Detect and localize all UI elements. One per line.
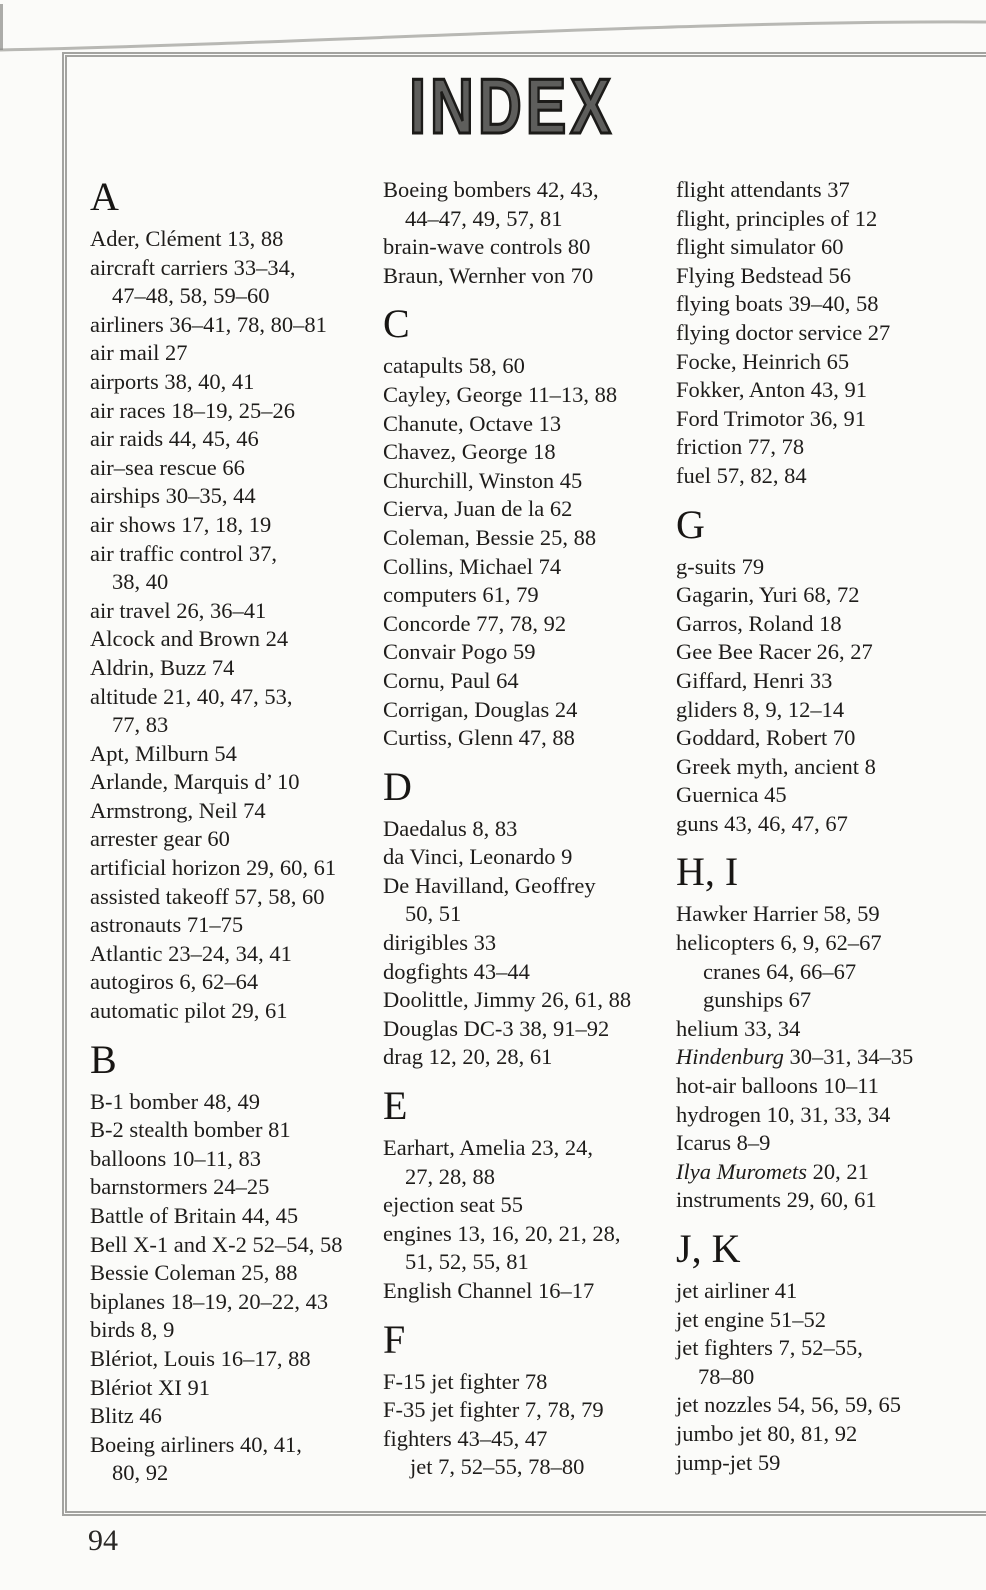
index-entry: Convair Pogo 59 [383,639,536,665]
index-entry: Apt, Milburn 54 [90,740,237,766]
index-entry: Blitz 46 [90,1403,162,1429]
index-entry: B-2 stealth bomber 81 [90,1117,291,1143]
index-entry: Fokker, Anton 43, 91 [676,377,867,403]
italic-term: Hindenburg [676,1044,784,1070]
index-entry: flying boats 39–40, 58 [676,291,879,317]
index-entry: hot-air balloons 10–11 [676,1073,879,1099]
index-entry: gunships 67 [703,987,812,1013]
index-entry: engines 13, 16, 20, 21, 28, 51, 52, 55, 81 [383,1220,676,1277]
index-entry: Flying Bedstead 56 [676,262,851,288]
index-entry: da Vinci, Leonardo 9 [383,844,573,870]
index-entry: air traffic control 37, 38, 40 [90,540,383,597]
index-entry: jumbo jet 80, 81, 92 [676,1420,858,1446]
index-entry: Ford Trimotor 36, 91 [676,405,867,431]
index-entry: jet fighters 7, 52–55, 78–80 [676,1334,969,1391]
index-entry: Garros, Roland 18 [676,610,842,636]
index-entry: artificial horizon 29, 60, 61 [90,855,337,881]
index-entry: Aldrin, Buzz 74 [90,654,235,680]
index-entry: autogiros 6, 62–64 [90,969,259,995]
entry-continuation: 78–80 [698,1363,755,1389]
index-entry: Daedalus 8, 83 [383,815,518,841]
index-entry: air shows 17, 18, 19 [90,511,272,537]
index-entry: Alcock and Brown 24 [90,626,289,652]
index-entry: gliders 8, 9, 12–14 [676,696,845,722]
index-entry: flight, principles of 12 [676,205,878,231]
index-columns [90,176,970,1488]
entry-continuation: 38, 40 [112,569,169,595]
index-entry: Bell X-1 and X-2 52–54, 58 [90,1231,343,1257]
index-entry: English Channel 16–17 [383,1278,595,1303]
index-entry: Douglas DC-3 38, 91–92 [383,1015,610,1041]
entry-continuation: 50, 51 [405,901,462,927]
index-entry: Giffard, Henri 33 [676,667,833,693]
italic-term: Ilya Muromets [676,1158,808,1184]
index-entry: Corrigan, Douglas 24 [383,696,578,722]
scan-edge-artifact [0,4,3,50]
entry-continuation: 44–47, 49, 57, 81 [405,205,563,231]
index-entry: flying doctor service 27 [676,319,891,345]
index-entry: Battle of Britain 44, 45 [90,1203,299,1228]
index-entry: air races 18–19, 25–26 [90,397,295,423]
index-entry: flight attendants 37 [676,177,850,202]
index-entry: Boeing bombers 42, 43, 44–47, 49, 57, 81 [383,176,676,233]
index-entry: arrester gear 60 [90,826,230,852]
index-entry: Coleman, Bessie 25, 88 [383,524,597,550]
index-entry: jet nozzles 54, 56, 59, 65 [676,1392,901,1418]
index-entry: Gee Bee Racer 26, 27 [676,639,873,665]
index-entry: guns 43, 46, 47, 67 [676,810,848,836]
index-entry: barnstormers 24–25 [90,1174,270,1200]
index-entry: De Havilland, Geoffrey 50, 51 [383,872,676,929]
index-entry: Boeing airliners 40, 41, 80, 92 [90,1431,383,1488]
index-entry: Cierva, Juan de la 62 [383,496,573,522]
index-entry: Curtiss, Glenn 47, 88 [383,725,575,751]
section-letter: B [90,1036,117,1082]
section-letter: E [383,1083,408,1129]
index-entry: Icarus 8–9 [676,1130,771,1156]
index-entry: Hawker Harrier 58, 59 [676,901,880,927]
index-entry: g-suits 79 [676,553,765,579]
index-entry: instruments 29, 60, 61 [676,1187,877,1213]
index-entry: jump-jet 59 [676,1449,781,1475]
index-entry: Churchill, Winston 45 [383,467,583,493]
entry-continuation: 77, 83 [112,712,169,738]
section-letter: C [383,301,410,347]
index-entry: balloons 10–11, 83 [90,1145,262,1171]
index-entry: Blériot XI 91 [90,1374,210,1400]
index-entry: Guernica 45 [676,782,787,808]
section-letter: F [383,1316,406,1362]
index-entry: assisted takeoff 57, 58, 60 [90,883,325,909]
entry-continuation: 47–48, 58, 59–60 [112,283,270,309]
index-entry: flight simulator 60 [676,234,844,260]
index-entry: Gagarin, Yuri 68, 72 [676,582,860,608]
index-column-1 [90,176,383,1488]
index-column-3 [676,176,969,1488]
index-entry: dogfights 43–44 [383,958,530,984]
index-entry: Chanute, Octave 13 [383,410,562,436]
index-entry: Braun, Wernher von 70 [383,262,594,288]
index-entry: dirigibles 33 [383,930,497,956]
index-entry: air raids 44, 45, 46 [90,426,259,452]
index-entry: jet airliner 41 [676,1278,798,1303]
index-entry: fuel 57, 82, 84 [676,462,807,488]
index-entry: Ilya Muromets 20, 21 [676,1158,869,1184]
index-entry: Doolittle, Jimmy 26, 61, 88 [383,987,632,1013]
section-letter: G [676,501,705,547]
index-entry: fighters 43–45, 47 [383,1425,548,1451]
index-entry: computers 61, 79 [383,582,539,608]
index-entry: Ader, Clément 13, 88 [90,226,284,251]
entry-continuation: 80, 92 [112,1460,169,1486]
index-entry: altitude 21, 40, 47, 53, 77, 83 [90,683,383,740]
index-entry: Collins, Michael 74 [383,553,562,579]
index-entry: F-35 jet fighter 7, 78, 79 [383,1397,604,1423]
index-entry: biplanes 18–19, 20–22, 43 [90,1288,329,1314]
index-entry: cranes 64, 66–67 [703,958,857,984]
index-entry: helicopters 6, 9, 62–67 [676,930,882,956]
section-letter: A [90,174,119,219]
index-entry: brain-wave controls 80 [383,234,591,260]
index-entry: F-15 jet fighter 78 [383,1368,548,1394]
index-entry: Arlande, Marquis d’ 10 [90,769,300,795]
index-title: INDEX [409,63,615,151]
index-entry: birds 8, 9 [90,1317,175,1343]
index-entry: Cornu, Paul 64 [383,667,519,693]
index-entry: airliners 36–41, 78, 80–81 [90,311,327,337]
index-entry: Chavez, George 18 [383,439,556,465]
index-column-2 [383,176,676,1488]
section-letter: D [383,763,412,809]
index-entry: airships 30–35, 44 [90,483,256,509]
index-entry: Atlantic 23–24, 34, 41 [90,940,292,966]
index-entry: Earhart, Amelia 23, 24, 27, 28, 88 [383,1134,676,1191]
index-entry: drag 12, 20, 28, 61 [383,1044,553,1070]
index-entry: air travel 26, 36–41 [90,597,267,623]
index-entry: Concorde 77, 78, 92 [383,610,567,636]
index-entry: Bessie Coleman 25, 88 [90,1260,298,1286]
index-entry: ejection seat 55 [383,1192,523,1218]
entry-continuation: 51, 52, 55, 81 [405,1249,529,1275]
section-letter: H, I [676,849,739,895]
page-number: 94 [88,1524,118,1557]
index-entry: air mail 27 [90,340,188,366]
section-letter: J, K [676,1226,741,1271]
index-entry: Hindenburg 30–31, 34–35 [676,1044,914,1070]
index-entry: air–sea rescue 66 [90,454,245,480]
index-entry: hydrogen 10, 31, 33, 34 [676,1101,891,1127]
index-entry: automatic pilot 29, 61 [90,998,288,1024]
index-entry: Armstrong, Neil 74 [90,797,266,823]
index-entry: Greek myth, ancient 8 [676,753,876,779]
index-entry: Focke, Heinrich 65 [676,348,850,374]
index-entry: Goddard, Robert 70 [676,725,856,751]
index-entry: Cayley, George 11–13, 88 [383,381,618,407]
index-entry: jet engine 51–52 [676,1306,826,1332]
index-entry: airports 38, 40, 41 [90,368,255,394]
index-entry: B-1 bomber 48, 49 [90,1088,260,1114]
index-entry: Blériot, Louis 16–17, 88 [90,1345,311,1371]
entry-continuation: 27, 28, 88 [405,1163,495,1189]
index-entry: helium 33, 34 [676,1015,801,1041]
index-entry: astronauts 71–75 [90,912,244,938]
index-entry: jet 7, 52–55, 78–80 [410,1454,585,1480]
index-entry: catapults 58, 60 [383,353,525,379]
index-entry: friction 77, 78 [676,434,805,460]
index-entry: aircraft carriers 33–34, 47–48, 58, 59–60 [90,254,383,311]
